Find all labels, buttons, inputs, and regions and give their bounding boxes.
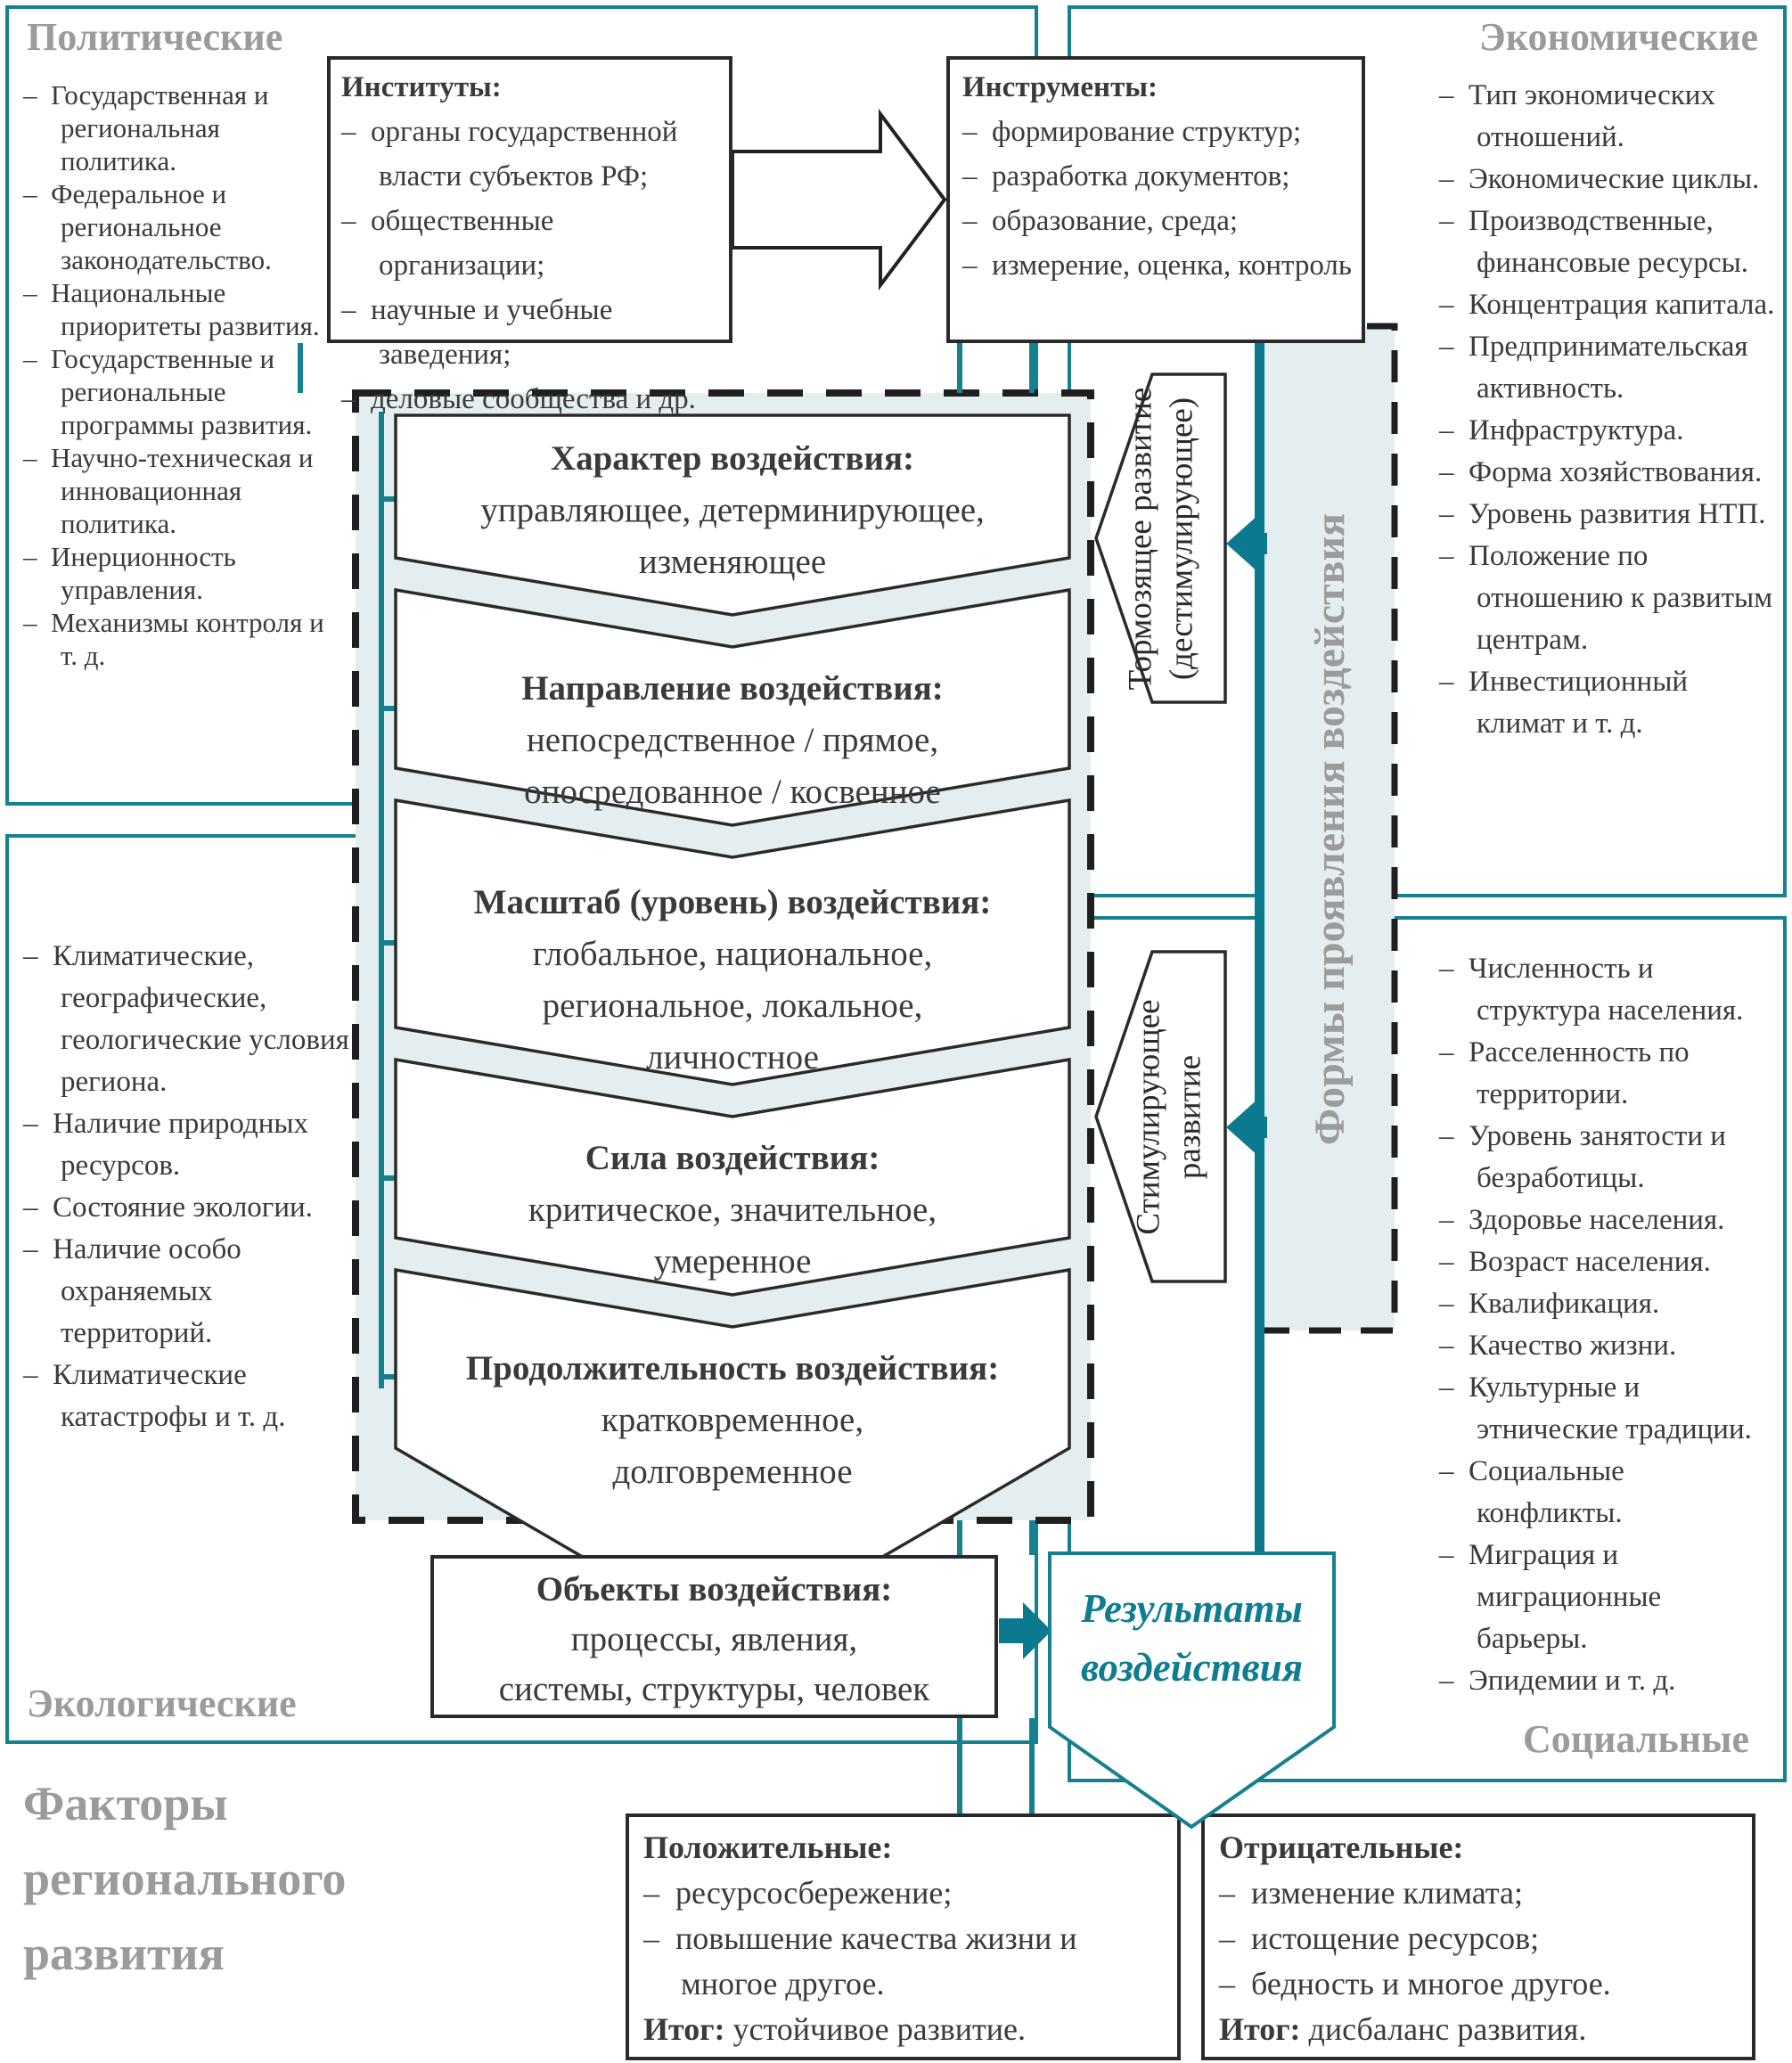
political-label: Политические — [27, 15, 283, 59]
list-item: – Инерционность управления. — [23, 540, 331, 606]
impact-step-4-title: Сила воздействия: — [585, 1139, 880, 1177]
list-item: – научные и учебные заведения; — [341, 288, 723, 377]
list-item: – Состояние экологии. — [23, 1187, 355, 1229]
negative-list — [1219, 1871, 1741, 2007]
forms-bar-label: Формы проявления воздействия — [1306, 512, 1354, 1146]
list-item: – Государственные и региональные программы развития. — [23, 342, 331, 441]
list-item: – Здоровье населения. — [1439, 1199, 1776, 1241]
objects-body: процессы, явления, системы, структуры, человек — [498, 1620, 930, 1708]
list-item: – образование, среда; — [962, 199, 1353, 243]
list-item: – органы государственной власти субъектов РФ; — [341, 110, 723, 199]
institutes-title: Институты: — [341, 71, 502, 103]
objects-title: Объекты воздействия: — [536, 1570, 893, 1609]
impact-step-5-body: кратковременное, долговременное — [601, 1401, 864, 1491]
negative-result-text: дисбаланс развития. — [1300, 2011, 1587, 2047]
list-item: – Научно-техническая и инновационная политика. — [23, 441, 331, 540]
list-item: – Расселенность по территории. — [1439, 1032, 1776, 1116]
list-item: – Качество жизни. — [1439, 1325, 1776, 1367]
list-item: – изменение климата; — [1219, 1871, 1741, 1916]
positive-content — [643, 1825, 1166, 2052]
impact-step-4 — [396, 1133, 1069, 1288]
list-item: – Предпринимательская активность. — [1439, 326, 1776, 410]
list-item: – Уровень развития НТП. — [1439, 494, 1776, 536]
political-factor-list — [23, 78, 331, 672]
positive-result-text: устойчивое развитие. — [724, 2011, 1027, 2047]
impact-step-4-body: критическое, значительное, умеренное — [528, 1191, 937, 1281]
positive-result-label: Итог: — [643, 2011, 725, 2047]
list-item: – общественные организации; — [341, 199, 723, 288]
list-item: – Форма хозяйствования. — [1439, 452, 1776, 494]
impact-step-5-title: Продолжительность воздействия: — [465, 1349, 1000, 1388]
list-item: – формирование структур; — [962, 110, 1353, 154]
impact-step-1 — [396, 433, 1069, 588]
list-item: – Национальные приоритеты развития. — [23, 276, 331, 342]
list-item: – измерение, оценка, контроль — [962, 243, 1353, 288]
list-item: – Государственная и региональная политика. — [23, 78, 331, 177]
results-label: Результаты воздействия — [1081, 1586, 1303, 1690]
positive-list — [643, 1871, 1166, 2007]
positive-title: Положительные: — [643, 1830, 893, 1865]
diagram-title: Факторы регионального развития — [23, 1777, 347, 1980]
list-item: – Уровень занятости и безработицы. — [1439, 1116, 1776, 1199]
list-item: – бедность и многое другое. — [1219, 1961, 1741, 2007]
list-item: – Культурные и этнические традиции. — [1439, 1367, 1776, 1451]
impact-step-2-title: Направление воздействия: — [521, 669, 944, 708]
list-item: – Климатические катастрофы и т. д. — [23, 1355, 355, 1438]
institutes-content — [341, 65, 723, 422]
impact-step-1-title: Характер воздействия: — [550, 439, 915, 478]
instruments-content — [962, 65, 1353, 288]
list-item: – Экономические циклы. — [1439, 159, 1776, 201]
list-item: – Тип экономических отношений. — [1439, 75, 1776, 159]
negative-result — [1219, 2007, 1741, 2052]
list-item: – Квалификация. — [1439, 1283, 1776, 1325]
list-item: – Возраст населения. — [1439, 1241, 1776, 1283]
social-label: Социальные — [1522, 1717, 1749, 1761]
impact-step-5 — [396, 1343, 1069, 1498]
list-item: – Социальные конфликты. — [1439, 1451, 1776, 1535]
list-item: – Численность и структура населения. — [1439, 948, 1776, 1032]
list-item: – Миграция и миграционные барьеры. — [1439, 1535, 1776, 1660]
list-item: – истощение ресурсов; — [1219, 1916, 1741, 1961]
impact-step-3 — [396, 877, 1069, 1084]
negative-result-label: Итог: — [1219, 2011, 1301, 2047]
list-item: – Производственные, финансовые ресурсы. — [1439, 201, 1776, 284]
institutes-list — [341, 110, 723, 422]
economic-label: Экономические — [1478, 15, 1758, 59]
impact-step-2 — [396, 663, 1069, 818]
objects-content — [430, 1565, 998, 1715]
impact-step-1-body: управляющее, детерминирующее, изменяющее — [480, 491, 985, 581]
instruments-title: Инструменты: — [962, 71, 1158, 103]
impact-step-3-title: Масштаб (уровень) воздействия: — [473, 883, 992, 921]
list-item: – Наличие природных ресурсов. — [23, 1103, 355, 1187]
list-item: – Климатические, географические, геологические условия региона. — [23, 936, 355, 1103]
list-item: – Эпидемии и т. д. — [1439, 1660, 1776, 1702]
instruments-list — [962, 110, 1353, 288]
list-item: – повышение качества жизни и многое другое. — [643, 1916, 1166, 2007]
economic-factor-list — [1439, 75, 1776, 745]
positive-result — [643, 2007, 1166, 2052]
braking-hexagon-label: Тормозящее развитие (дестимулирующее) — [1122, 387, 1199, 691]
list-item: – Концентрация капитала. — [1439, 284, 1776, 326]
list-item: – Инфраструктура. — [1439, 410, 1776, 452]
impact-step-3-body: глобальное, национальное, региональное, локальное, личностное — [532, 935, 933, 1077]
list-item: – Инвестиционный климат и т. д. — [1439, 661, 1776, 745]
negative-content — [1219, 1825, 1741, 2052]
ecological-factor-list — [23, 936, 355, 1438]
list-item: – ресурсосбережение; — [643, 1871, 1166, 1916]
negative-title: Отрицательные: — [1219, 1830, 1464, 1865]
social-factor-list — [1439, 948, 1776, 1702]
list-item: – деловые сообщества и др. — [341, 377, 723, 422]
list-item: – Федеральное и региональное законодательство. — [23, 177, 331, 276]
list-item: – Механизмы контроля и т. д. — [23, 606, 331, 672]
stimulating-hexagon-label: Стимулирующее развитие — [1130, 999, 1207, 1235]
list-item: – Наличие особо охраняемых территорий. — [23, 1229, 355, 1355]
impact-step-2-body: непосредственное / прямое, опосредованное / косвенное — [524, 721, 941, 811]
list-item: – разработка документов; — [962, 154, 1353, 199]
ecological-label: Экологические — [27, 1682, 297, 1725]
list-item: – Положение по отношению к развитым центрам. — [1439, 536, 1776, 661]
